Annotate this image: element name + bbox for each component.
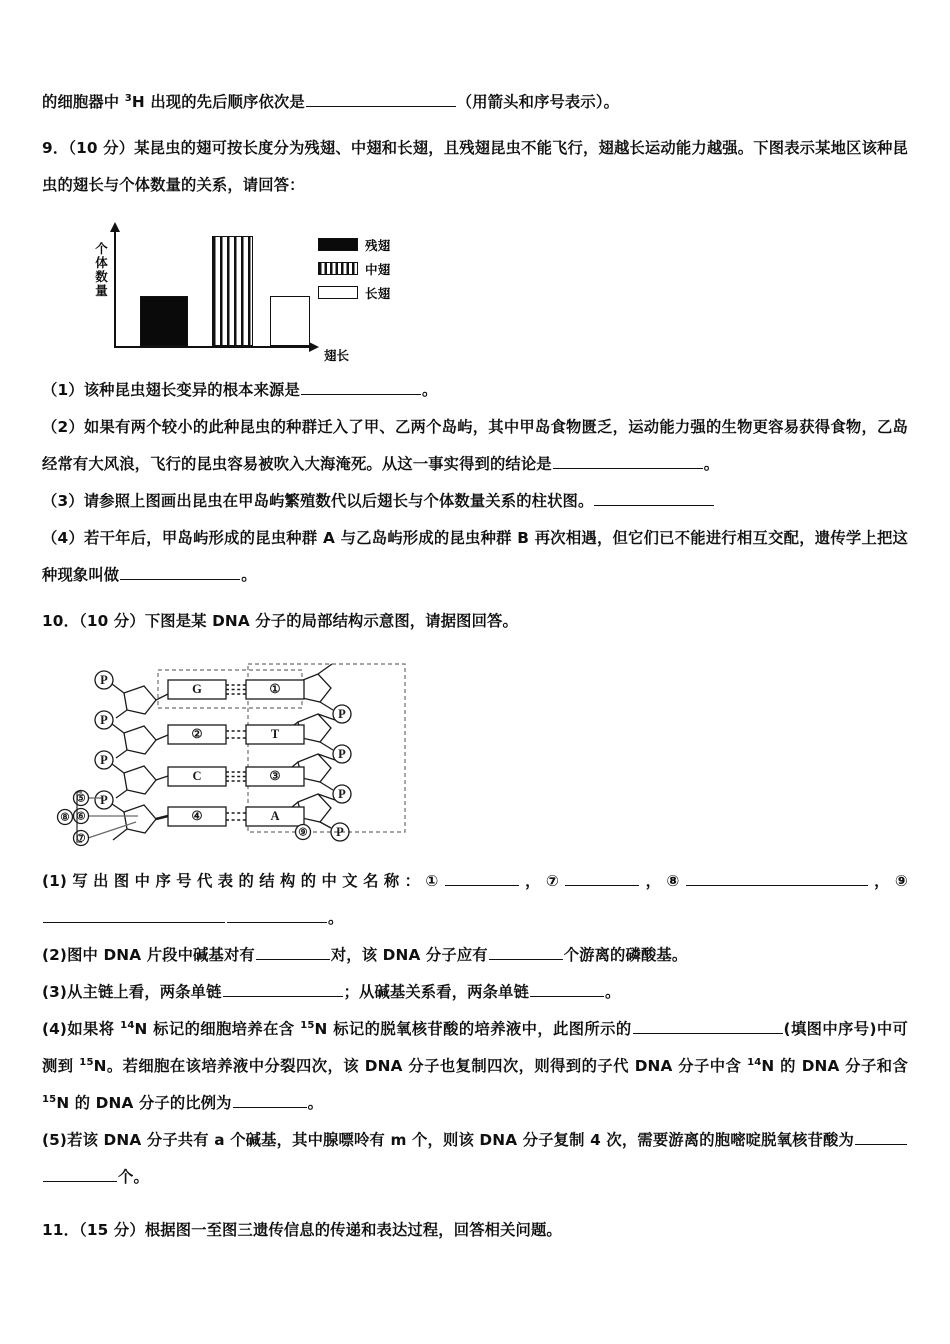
callout-label-six: ⑥ xyxy=(76,811,86,823)
q9-sub2-after: 。 xyxy=(703,455,720,473)
q9-sub4-after: 。 xyxy=(241,566,257,584)
question11-score: （15 分） xyxy=(79,1221,145,1239)
question10-sub1 xyxy=(42,863,908,937)
answer-blank[interactable] xyxy=(633,1019,783,1034)
bar-long-wing xyxy=(270,296,310,346)
answer-blank[interactable] xyxy=(43,1167,117,1182)
answer-blank[interactable] xyxy=(227,908,327,923)
question10-sub5 xyxy=(42,1122,908,1196)
base-label-left-2: ② xyxy=(191,726,203,741)
q9-sub2-label: （2） xyxy=(42,418,84,436)
q10-sub5-t0: 若该 DNA 分子共有 a 个碱基，其中腺嘌呤有 m 个，则该 DNA 分子复制 4 次，需要游离的胞嘧啶脱氧核苷酸为 xyxy=(67,1131,854,1149)
base-label-right-3: ③ xyxy=(269,768,281,783)
answer-blank[interactable] xyxy=(553,454,703,469)
figure-wing-length-bar-chart xyxy=(56,218,476,366)
q8-text-pre: 的细胞器中 xyxy=(42,93,125,111)
dna-diagram-svg xyxy=(50,652,422,848)
q10-sub3-t0: 从主链上看，两条单链 xyxy=(67,983,222,1001)
phosphate-label: P xyxy=(100,712,108,727)
base-label-right-4: A xyxy=(270,808,280,823)
answer-blank[interactable] xyxy=(594,491,714,506)
q10-sub2-t1: 对，该 DNA 分子应有 xyxy=(330,946,488,964)
question9-sub3 xyxy=(42,483,908,520)
callout-label-five: ⑤ xyxy=(76,793,86,805)
question8-tail-line xyxy=(42,84,908,121)
bracket-label-eight: ⑧ xyxy=(60,812,70,824)
deoxyribose-left-4 xyxy=(124,805,156,833)
question9-stem xyxy=(42,130,908,204)
q10-sub2-t0: 图中 DNA 片段中碱基对有 xyxy=(67,946,255,964)
phosphate-label: P xyxy=(100,792,108,807)
deoxyribose-left-3 xyxy=(124,766,156,794)
deoxyribose-left-1 xyxy=(124,686,156,714)
base-label-left-4: ④ xyxy=(191,808,203,823)
answer-blank[interactable] xyxy=(223,982,343,997)
answer-blank[interactable] xyxy=(855,1130,907,1145)
q8-text-post: （用箭头和序号表示）。 xyxy=(456,93,620,111)
answer-blank[interactable] xyxy=(445,871,519,886)
answer-blank[interactable] xyxy=(489,945,563,960)
isotope-superscript-n14: 14 xyxy=(747,1056,762,1068)
phosphate-label: P xyxy=(338,706,346,721)
page-content xyxy=(42,84,908,1249)
answer-blank[interactable] xyxy=(256,945,330,960)
q10-sub2-label: (2) xyxy=(42,946,68,964)
question9-sub2 xyxy=(42,409,908,483)
q10-sub5-label: (5) xyxy=(42,1131,68,1149)
hydrogen-bonds-pair-4 xyxy=(226,813,246,820)
phosphate-label: P xyxy=(100,672,108,687)
chart-y-axis-label: 个体数量 xyxy=(95,241,108,298)
outer-box-label-nine: ⑨ xyxy=(298,827,308,839)
isotope-superscript-n14: 14 xyxy=(120,1019,135,1031)
q9-sub1-label: （1） xyxy=(42,381,84,399)
q10-sub1-label: (1) xyxy=(42,872,68,890)
legend-swatch-icon-medium xyxy=(318,262,358,275)
legend-swatch-icon-long xyxy=(318,286,358,299)
q10-sub3-t1: ；从碱基关系看，两条单链 xyxy=(343,983,529,1001)
question9-sub4 xyxy=(42,520,908,594)
question10-stem xyxy=(42,603,908,640)
legend-swatch-icon-vestigial xyxy=(318,238,358,251)
question11-stem xyxy=(42,1212,908,1249)
base-label-right-2: T xyxy=(270,726,280,741)
bar-vestigial-wing xyxy=(140,296,188,346)
legend-item-medium xyxy=(318,258,468,279)
answer-blank[interactable] xyxy=(306,92,456,107)
q9-sub3-text: 请参照上图画出昆虫在甲岛屿繁殖数代以后翅长与个体数量关系的柱状图。 xyxy=(83,492,594,510)
q10-sub1-t4: 。 xyxy=(328,909,344,927)
legend-item-long xyxy=(318,282,468,303)
chart-plot-area xyxy=(114,226,324,348)
q9-sub4-label: （4） xyxy=(42,529,85,547)
q10-sub4-t1: N 标记的细胞培养在含 xyxy=(134,1020,301,1038)
q10-sub4-t4: N。若细胞在该培养液中分裂四次，该 DNA 分子也复制四次，则得到的子代 DNA 分子中含 xyxy=(93,1057,748,1075)
hydrogen-bonds-pair-1 xyxy=(226,685,246,694)
q10-sub5-t1: 个。 xyxy=(118,1168,149,1186)
q10-sub4-t7: 。 xyxy=(307,1094,324,1112)
hydrogen-bonds-pair-2 xyxy=(226,731,246,738)
phosphate-label: P xyxy=(336,824,344,839)
q10-sub3-label: (3) xyxy=(42,983,68,1001)
q10-sub4-t6: N 的 DNA 分子的比例为 xyxy=(56,1094,232,1112)
question10-stem-text: 下图是某 DNA 分子的局部结构示意图，请据图回答。 xyxy=(144,612,518,630)
chart-y-axis xyxy=(114,230,116,348)
q10-sub4-t0: 如果将 xyxy=(67,1020,121,1038)
q8-text-mid: H 出现的先后顺序依次是 xyxy=(131,93,305,111)
legend-label-medium: 中翅 xyxy=(365,261,391,277)
question9-score: （10 分） xyxy=(68,139,135,157)
figure-dna-structure-diagram xyxy=(50,652,422,848)
answer-blank[interactable] xyxy=(43,908,225,923)
isotope-superscript-n15: 15 xyxy=(42,1093,57,1105)
q10-sub4-t3: (填图中序号)中可测到 xyxy=(42,1020,908,1075)
question9-sub1 xyxy=(42,372,908,409)
answer-blank[interactable] xyxy=(301,380,421,395)
question10-score: （10 分） xyxy=(79,612,145,630)
q9-sub1-after: 。 xyxy=(421,381,438,399)
answer-blank[interactable] xyxy=(565,871,639,886)
q10-sub4-t5: N 的 DNA 分子和含 xyxy=(761,1057,908,1075)
chart-x-axis-label: 翅长 xyxy=(324,348,350,363)
legend-label-vestigial: 残翅 xyxy=(365,237,391,253)
deoxyribose-left-2 xyxy=(124,726,156,754)
q10-sub1-t2: ，⑧ xyxy=(640,872,685,890)
phosphate-label: P xyxy=(100,752,108,767)
q10-sub1-t0: 写出图中序号代表的结构的中文名称：① xyxy=(67,872,444,890)
question10-number: 10． xyxy=(42,612,80,630)
q9-sub4-text: 若干年后，甲岛屿形成的昆虫种群 A 与乙岛屿形成的昆虫种群 B 再次相遇，但它们已不能进行相互交配，遗传学上把这种现象叫做 xyxy=(42,529,909,584)
base-label-left-1: G xyxy=(192,681,202,696)
q8-isotope-superscript: 3 xyxy=(124,92,132,104)
question11-number: 11． xyxy=(42,1221,80,1239)
question10-sub4 xyxy=(42,1011,908,1122)
q10-sub1-t3: ，⑨ xyxy=(868,872,908,890)
chart-x-axis xyxy=(114,346,310,348)
base-label-left-3: C xyxy=(192,768,202,783)
phosphate-label: P xyxy=(338,786,346,801)
q10-sub4-t2: N 标记的脱氧核苷酸的培养液中，此图所示的 xyxy=(314,1020,632,1038)
q9-sub3-label: （3） xyxy=(42,492,84,510)
legend-label-long: 长翅 xyxy=(365,285,391,301)
q10-sub2-t2: 个游离的磷酸基。 xyxy=(563,946,688,964)
q9-sub2-text: 如果有两个较小的此种昆虫的种群迁入了甲、乙两个岛屿，其中甲岛食物匮乏，运动能力强的生物更容易获得食物，乙岛经常有大风浪，飞行的昆虫容易被吹入大海淹死。从这一事实得到的结论是 xyxy=(42,418,909,473)
question11-stem-text: 根据图一至图三遗传信息的传递和表达过程，回答相关问题。 xyxy=(144,1221,562,1239)
q10-sub1-t1: ，⑦ xyxy=(519,872,565,890)
answer-blank[interactable] xyxy=(233,1093,307,1108)
legend-item-vestigial xyxy=(318,234,468,255)
answer-blank[interactable] xyxy=(530,982,604,997)
question9-stem-text: 某昆虫的翅可按长度分为残翅、中翅和长翅，且残翅昆虫不能飞行，翅越长运动能力越强。下图表示某地区该种昆虫的翅长与个体数量的关系，请回答： xyxy=(42,139,908,194)
hydrogen-bonds-pair-3 xyxy=(226,772,246,781)
question10-sub3 xyxy=(42,974,908,1011)
isotope-superscript-n15: 15 xyxy=(79,1056,94,1068)
chart-legend xyxy=(318,234,468,306)
question10-sub2 xyxy=(42,937,908,974)
base-label-right-1: ① xyxy=(269,681,281,696)
callout-label-seven: ⑦ xyxy=(76,833,86,845)
answer-blank[interactable] xyxy=(120,565,240,580)
isotope-superscript-n15: 15 xyxy=(300,1019,315,1031)
q10-sub4-label: (4) xyxy=(42,1020,68,1038)
q9-sub1-text: 该种昆虫翅长变异的根本来源是 xyxy=(83,381,300,399)
question9-number: 9． xyxy=(42,139,69,157)
bar-medium-wing xyxy=(212,236,253,346)
phosphate-label: P xyxy=(338,746,346,761)
q10-sub3-t2: 。 xyxy=(604,983,621,1001)
answer-blank[interactable] xyxy=(686,871,868,886)
